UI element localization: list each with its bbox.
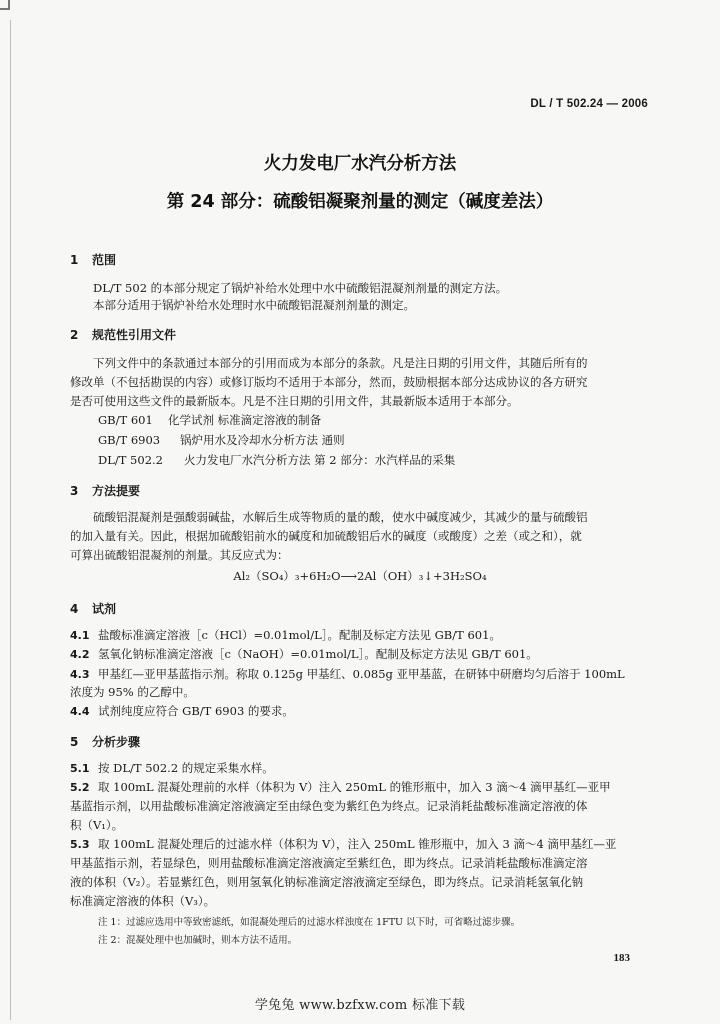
section-title: 方法提要 — [92, 484, 141, 498]
document-subtitle: 第 24 部分：硫酸铝凝聚剂量的测定（碱度差法） — [166, 192, 554, 212]
procedure-step-line: 液的体积（V₂）。若显紫红色，则用氢氧化钠标准滴定溶液滴定至绿色，即为终点。记录消耗氢氧化钠 — [70, 875, 584, 889]
paragraph-line: 可算出硫酸铝混凝剂的剂量。其反应式为： — [70, 548, 289, 562]
item-text: 取 100mL 混凝处理后的过滤水样（体积为 V），注入 250mL 锥形瓶中，加入 3 滴～4 滴甲基红—亚 — [98, 837, 617, 851]
reference-title: 化学试剂 标准滴定溶液的制备 — [168, 413, 322, 427]
reagent-item — [70, 627, 646, 644]
standard-number: DL / T 502.24 — 2006 — [530, 98, 648, 110]
item-text: 试剂纯度应符合 GB/T 6903 的要求。 — [98, 704, 294, 718]
section-number: 2 — [70, 328, 79, 342]
procedure-step — [70, 779, 646, 796]
note: 注 2：混凝处理中也加碱时，则本方法不适用。 — [98, 935, 298, 946]
reagent-item — [70, 666, 646, 683]
section-number: 4 — [70, 602, 79, 616]
section-heading-normative-references — [70, 326, 176, 343]
section-heading-method-summary — [70, 482, 140, 499]
reagent-item-continuation: 浓度为 95% 的乙醇中。 — [70, 685, 195, 699]
paragraph-line: 修改单（不包括勘误的内容）或修订版均不适用于本部分，然而，鼓励根据本部分达成协议的各方研究 — [70, 375, 588, 389]
paragraph-line: 硫酸铝混凝剂是强酸弱碱盐，水解后生成等物质的量的酸，使水中碱度减少，其减少的量与硫酸铝 — [93, 510, 588, 524]
item-text: 氢氧化钠标准滴定溶液［c（NaOH）=0.01mol/L］。配制及标定方法见 GB/T 601。 — [98, 647, 538, 661]
note: 注 1：过滤应选用中等致密滤纸，如混凝处理后的过滤水样浊度在 1FTU 以下时，可省略过滤步骤。 — [98, 917, 521, 928]
item-number: 5.1 — [70, 762, 90, 775]
item-number: 5.3 — [70, 838, 90, 851]
reference-item — [98, 412, 321, 428]
reagent-item — [70, 646, 646, 663]
section-number: 5 — [70, 735, 79, 749]
procedure-step-line: 基蓝指示剂，以用盐酸标准滴定溶液滴定至由绿色变为紫红色为终点。记录消耗盐酸标准滴定溶液的体 — [70, 799, 588, 813]
reaction-formula: Al₂（SO₄）₃+6H₂O⟶2Al（OH）₃↓+3H₂SO₄ — [233, 569, 487, 583]
watermark-footer: 学兔兔 www.bzfxw.com 标准下载 — [254, 998, 466, 1013]
reference-title: 锅炉用水及冷却水分析方法 通则 — [180, 433, 345, 447]
section-number: 1 — [70, 253, 79, 267]
corner-mark — [0, 0, 10, 10]
section-title: 范围 — [92, 253, 117, 267]
item-text: 取 100mL 混凝处理前的水样（体积为 V）注入 250mL 的锥形瓶中，加入 3 滴～4 滴甲基红—亚甲 — [98, 780, 611, 794]
paragraph: DL/T 502 的本部分规定了锅炉补给水处理中水中硫酸铝混凝剂剂量的测定方法。 — [93, 281, 508, 295]
paragraph-line: 是否可使用这些文件的最新版本。凡是不注日期的引用文件，其最新版本适用于本部分。 — [70, 394, 519, 408]
reference-code: GB/T 6903 — [98, 433, 161, 447]
reference-item — [98, 452, 455, 468]
reference-code: GB/T 601 — [98, 413, 153, 427]
section-title: 试剂 — [92, 602, 117, 616]
paragraph-line: 的加入量有关。因此，根据加硫酸铝前水的碱度和加硫酸铝后水的碱度（或酸度）之差（或之和），就 — [70, 529, 582, 543]
paragraph-line: 下列文件中的条款通过本部分的引用而成为本部分的条款。凡是注日期的引用文件，其随后所有的 — [93, 356, 588, 370]
section-heading-procedure — [70, 733, 140, 750]
section-number: 3 — [70, 484, 79, 498]
section-title: 分析步骤 — [92, 735, 141, 749]
item-number: 4.4 — [70, 705, 90, 718]
document-title: 火力发电厂水汽分析方法 — [263, 154, 457, 174]
item-text: 按 DL/T 502.2 的规定采集水样。 — [98, 761, 274, 775]
procedure-step — [70, 760, 646, 777]
reference-item — [98, 432, 345, 448]
reference-title: 火力发电厂水汽分析方法 第 2 部分：水汽样品的采集 — [184, 453, 456, 467]
item-number: 5.2 — [70, 781, 90, 794]
reagent-item — [70, 703, 646, 720]
section-heading-reagents — [70, 600, 116, 617]
item-text: 甲基红—亚甲基蓝指示剂。称取 0.125g 甲基红、0.085g 亚甲基蓝，在研钵中研磨均匀后溶于 100mL — [98, 667, 625, 681]
section-heading-scope — [70, 251, 116, 268]
procedure-step-line: 积（V₁）。 — [70, 818, 124, 832]
reference-code: DL/T 502.2 — [98, 453, 163, 467]
procedure-step — [70, 836, 646, 853]
section-title: 规范性引用文件 — [92, 328, 177, 342]
item-text: 盐酸标准滴定溶液［c（HCl）=0.01mol/L］。配制及标定方法见 GB/T 601。 — [98, 628, 501, 642]
item-number: 4.3 — [70, 668, 90, 681]
item-number: 4.2 — [70, 648, 90, 661]
item-number: 4.1 — [70, 629, 90, 642]
page-number: 183 — [613, 952, 630, 964]
procedure-step-line: 标准滴定溶液的体积（V₃）。 — [70, 894, 216, 908]
procedure-step-line: 甲基蓝指示剂，若显绿色，则用盐酸标准滴定溶液滴定至紫红色，即为终点。记录消耗盐酸标准滴定溶 — [70, 856, 588, 870]
paragraph: 本部分适用于锅炉补给水处理时水中硫酸铝混凝剂剂量的测定。 — [93, 298, 415, 312]
